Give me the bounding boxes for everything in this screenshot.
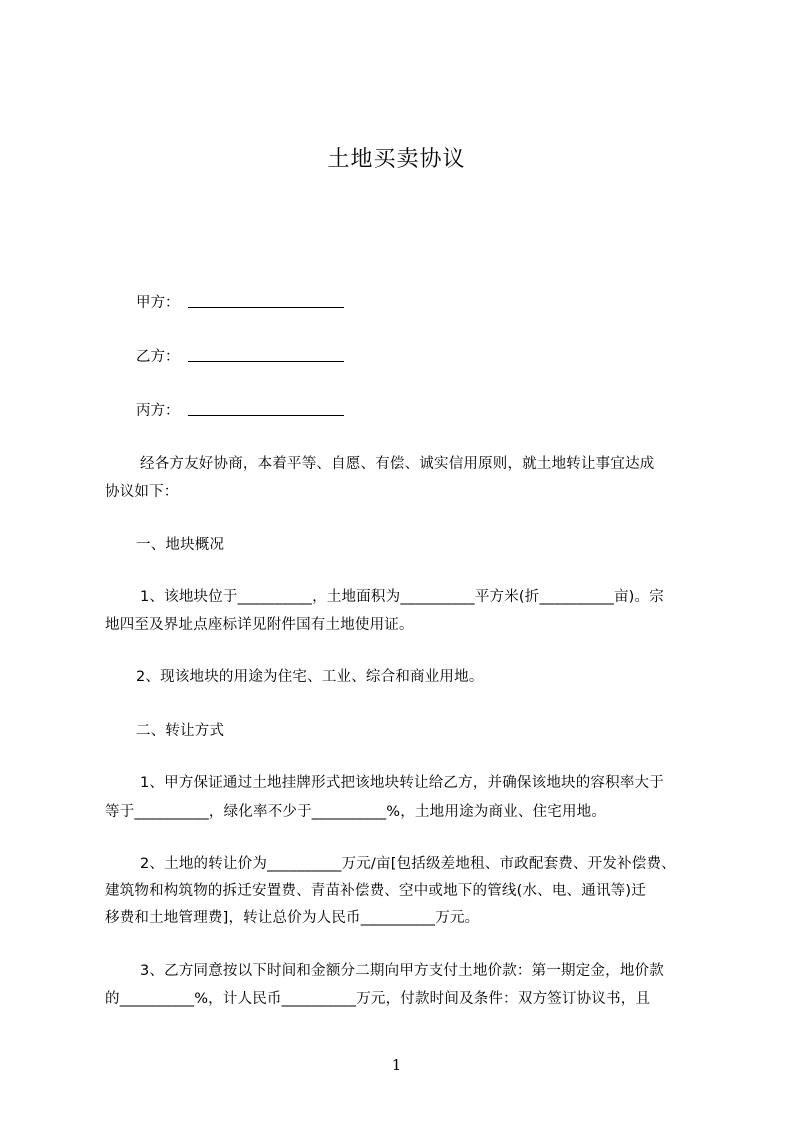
- s2-item2-line-2: 建筑物和构筑物的拆迁安置费、青苗补偿费、空中或地下的管线(水、电、通讯等)迁: [105, 883, 646, 899]
- party-c-label: 丙方：: [136, 403, 180, 419]
- s2-item1-line-2: 等于__________，绿化率不少于__________%，土地用途为商业、住宅用地。: [105, 804, 607, 820]
- s2-item3-line-2: 的__________%，计人民币__________万元，付款时间及条件：双方签订协议书，且: [105, 991, 651, 1007]
- preamble-line-1: 经各方友好协商，本着平等、自愿、有偿、诚实信用原则，就土地转让事宜达成: [140, 456, 655, 472]
- s1-item1-line-2: 地四至及界址点座标详见附件国有土地使用证。: [105, 617, 414, 633]
- page-number: 1: [391, 1056, 402, 1074]
- s2-item2-line-1: 2、土地的转让价为__________万元/亩[包括级差地租、市政配套费、开发补偿费、: [140, 856, 676, 872]
- party-b-label: 乙方：: [136, 349, 180, 365]
- party-c-blank: [188, 415, 344, 416]
- preamble-line-2: 协议如下：: [105, 484, 179, 500]
- section-1-heading: 一、地块概况: [136, 537, 225, 553]
- party-a-blank: [188, 307, 344, 308]
- party-a-label: 甲方：: [136, 295, 180, 311]
- s1-item1-line-1: 1、该地块位于__________，土地面积为__________平方米(折__________亩)。宗: [140, 589, 664, 605]
- s1-item2: 2、现该地块的用途为住宅、工业、综合和商业用地。: [136, 669, 484, 685]
- s2-item2-line-3: 移费和土地管理费]，转让总价为人民币__________万元。: [105, 910, 480, 926]
- party-b-blank: [188, 361, 344, 362]
- section-2-heading: 二、转让方式: [136, 723, 225, 739]
- s2-item3-line-1: 3、乙方同意按以下时间和金额分二期向甲方支付土地价款：第一期定金，地价款: [140, 963, 664, 979]
- s2-item1-line-1: 1、甲方保证通过土地挂牌形式把该地块转让给乙方，并确保该地块的容积率大于: [140, 775, 664, 791]
- document-title: 土地买卖协议: [327, 147, 466, 172]
